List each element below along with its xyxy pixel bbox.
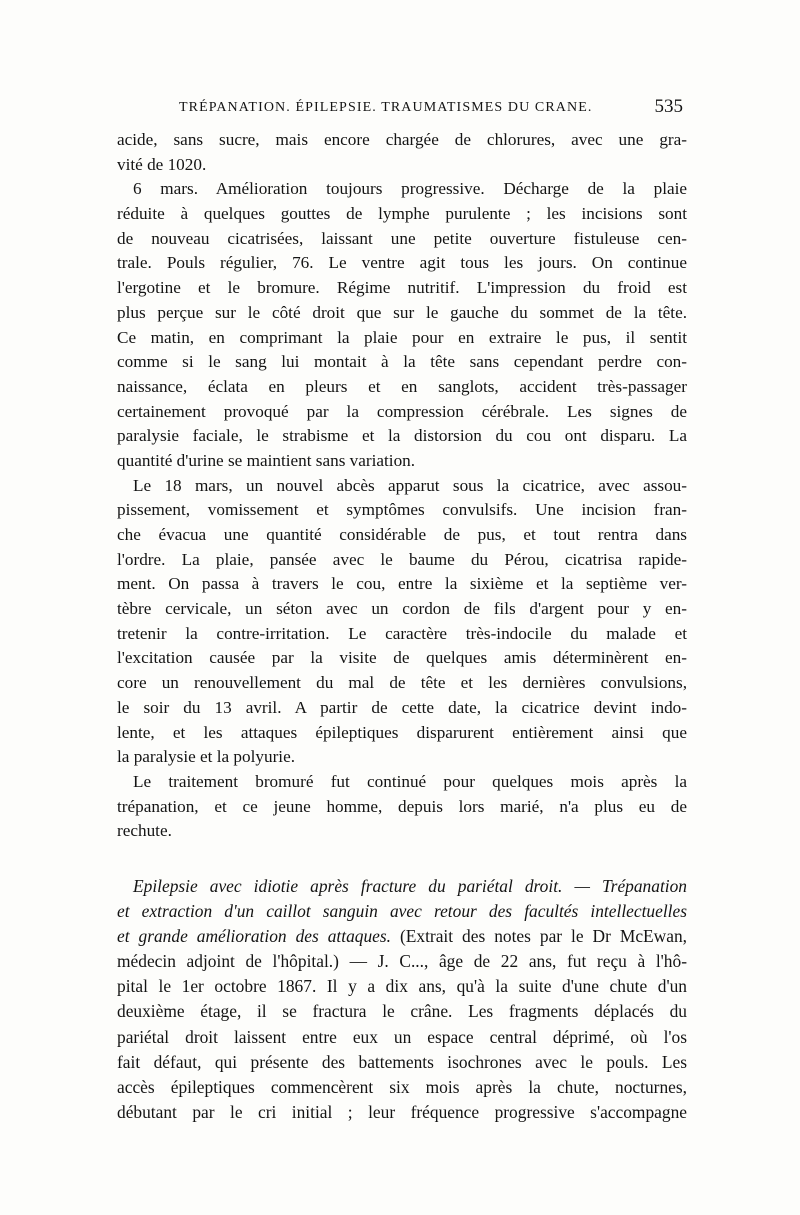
text-line: naissance, éclata en pleurs et en sanglots, accident très-passager [117, 376, 687, 396]
text-line: trale. Pouls régulier, 76. Le ventre agit tous les jours. On continue [117, 253, 687, 273]
paragraph-18-mars [117, 474, 687, 770]
text-line: Le traitement bromuré fut continué pour quelques mois après la [133, 771, 687, 791]
text-line: quantité d'urine se maintient sans variation. [117, 450, 416, 470]
page-number: 535 [654, 96, 683, 117]
body-text [117, 128, 687, 1125]
text-line: tèbre cervicale, un séton avec un cordon de fils d'argent pour y en- [117, 599, 687, 619]
text-line: l'excitation causée par la visite de quelques amis déterminèrent en- [117, 648, 687, 668]
running-head: TRÉPANATION. ÉPILEPSIE. TRAUMATISMES DU CRANE. [179, 100, 593, 115]
text-line: pariétal droit laissent entre eux un espace central déprimé, où l'os [117, 1026, 687, 1047]
paragraph-6-mars [117, 177, 687, 473]
text-line: tretenir la contre-irritation. Le caractère très-indocile du malade et [117, 623, 687, 643]
text-line: che évacua une quantité considérable de pus, et tout rentra dans [117, 525, 687, 544]
text-line: fait défaut, qui présente des battements isochrones avec le pouls. Les [117, 1051, 687, 1072]
case-title-line: Epilepsie avec idiotie après fracture du pariétal droit. — Trépanation [133, 875, 687, 896]
text-line: plus perçue sur le côté droit que sur le gauche du sommet de la tête. [117, 302, 687, 322]
text-line: 6 mars. Amélioration toujours progressive. Décharge de la plaie [133, 179, 687, 199]
paragraph-continuation [117, 128, 687, 177]
text-line: rechute. [117, 821, 172, 841]
case-title-source-line [117, 924, 687, 949]
text-line: core un renouvellement du mal de tête et les dernières convulsions, [117, 673, 687, 693]
text-line: réduite à quelques gouttes de lymphe purulente ; les incisions sont [117, 204, 687, 224]
text-line: Le 18 mars, un nouvel abcès apparut sous la cicatrice, avec assou- [133, 475, 687, 495]
case-source: (Extrait des notes par le Dr McEwan, [391, 926, 687, 947]
text-line: accès épileptiques commencèrent six mois après la chute, nocturnes, [117, 1076, 687, 1097]
text-line: ment. On passa à travers le cou, entre la sixième et la septième ver- [117, 574, 687, 594]
text-line: paralysie faciale, le strabisme et la distorsion du cou ont disparu. La [117, 426, 687, 446]
text-line: deuxième étage, il se fractura le crâne. Les fragments déplacés du [117, 1001, 687, 1022]
text-line: vité de 1020. [117, 154, 207, 174]
page-header [117, 96, 687, 124]
text-line: de nouveau cicatrisées, laissant une petite ouverture fistuleuse cen- [117, 228, 687, 248]
text-line: pital le 1er octobre 1867. Il y a dix ans, qu'à la suite d'une chute d'un [117, 976, 687, 997]
case-title-end: et grande amélioration des attaques. [117, 926, 391, 947]
text-line: lente, et les attaques épileptiques disparurent entièrement ainsi que [117, 722, 687, 742]
text-line: Ce matin, en comprimant la plaie pour en extraire le pus, il sentit [117, 327, 687, 347]
text-line: l'ergotine et le bromure. Régime nutritif. L'impression du froid est [117, 278, 687, 298]
text-line: trépanation, et ce jeune homme, depuis lors marié, n'a plus eu de [117, 796, 687, 816]
text-line: la paralysie et la polyurie. [117, 747, 296, 767]
section-gap [117, 844, 687, 874]
text-line: l'ordre. La plaie, pansée avec le baume du Pérou, cicatrisa rapide- [117, 549, 687, 569]
text-line: pissement, vomissement et symptômes convulsifs. Une incision fran- [117, 500, 687, 520]
text-line: certainement provoqué par la compression cérébrale. Les signes de [117, 401, 687, 421]
text-line: médecin adjoint de l'hôpital.) — J. C..., âge de 22 ans, fut reçu à l'hô- [117, 951, 687, 972]
case-report [117, 874, 687, 1125]
text-line: débutant par le cri initial ; leur fréquence progressive s'accompagne [117, 1101, 687, 1122]
paragraph-traitement [117, 770, 687, 844]
case-title-line: et extraction d'un caillot sanguin avec retour des facultés intellectuelles [117, 901, 687, 922]
text-line: comme si le sang lui montait à la tête sans cependant perdre con- [117, 352, 687, 372]
text-line: le soir du 13 avril. A partir de cette date, la cicatrice devint indo- [117, 697, 687, 717]
text-line: acide, sans sucre, mais encore chargée de chlorures, avec une gra- [117, 130, 687, 149]
